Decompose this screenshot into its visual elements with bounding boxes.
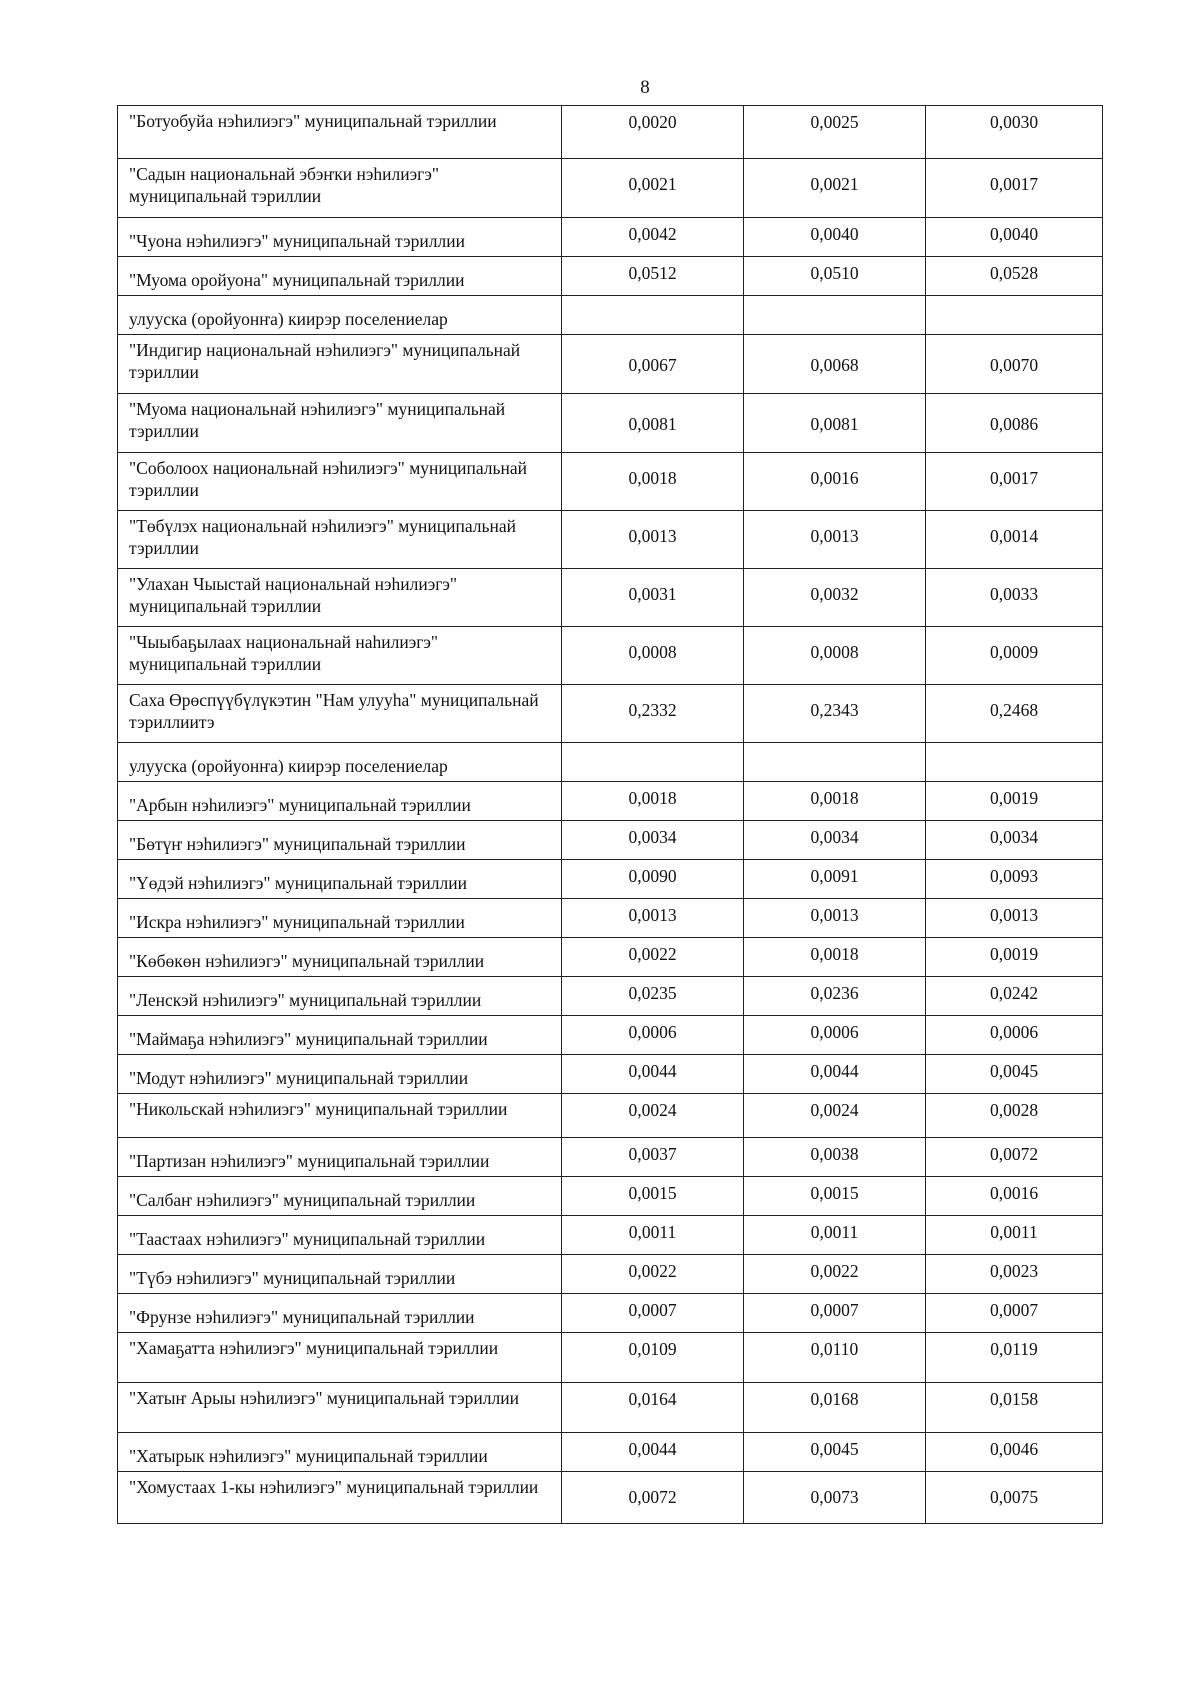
value-cell-2: 0,0021 xyxy=(744,159,926,218)
value-cell-2: 0,0008 xyxy=(744,627,926,685)
value-cell-1: 0,0024 xyxy=(562,1094,744,1138)
value-cell-2: 0,0007 xyxy=(744,1294,926,1333)
value-cell-2: 0,0236 xyxy=(744,977,926,1016)
value-cell-1: 0,0042 xyxy=(562,218,744,257)
value-cell-2: 0,0016 xyxy=(744,453,926,511)
value-cell-3: 0,0045 xyxy=(926,1055,1103,1094)
value-cell-3: 0,0016 xyxy=(926,1177,1103,1216)
value-cell-2: 0,0110 xyxy=(744,1333,926,1383)
value-cell-2: 0,0024 xyxy=(744,1094,926,1138)
municipality-name-cell: Саха Өрөспүүбүлүкэтин "Нам улууһа" муниципальнай тэриллиитэ xyxy=(118,685,562,743)
value-cell-1: 0,0013 xyxy=(562,899,744,938)
value-cell-1: 0,0011 xyxy=(562,1216,744,1255)
value-cell-1: 0,0235 xyxy=(562,977,744,1016)
table-row xyxy=(118,1433,1103,1472)
value-cell-3: 0,0242 xyxy=(926,977,1103,1016)
value-cell-1: 0,0015 xyxy=(562,1177,744,1216)
value-cell-1: 0,0031 xyxy=(562,569,744,627)
value-cell-3: 0,0093 xyxy=(926,860,1103,899)
table-row xyxy=(118,569,1103,627)
value-cell-1: 0,2332 xyxy=(562,685,744,743)
value-cell-2: 0,0011 xyxy=(744,1216,926,1255)
value-cell-1: 0,0044 xyxy=(562,1055,744,1094)
table-row xyxy=(118,1472,1103,1524)
table-row xyxy=(118,1255,1103,1294)
value-cell-2: 0,0018 xyxy=(744,938,926,977)
value-cell-1: 0,0007 xyxy=(562,1294,744,1333)
value-cell-3 xyxy=(926,743,1103,782)
municipality-name-cell: "Садын национальнай эбэҥки нэһилиэгэ" муниципальнай тэриллии xyxy=(118,159,562,218)
value-cell-2: 0,0018 xyxy=(744,782,926,821)
table-row xyxy=(118,1177,1103,1216)
table-row xyxy=(118,453,1103,511)
value-cell-2: 0,0013 xyxy=(744,899,926,938)
table-row xyxy=(118,821,1103,860)
value-cell-2: 0,0081 xyxy=(744,394,926,453)
value-cell-3: 0,0019 xyxy=(926,782,1103,821)
value-cell-2: 0,0510 xyxy=(744,257,926,296)
table-row xyxy=(118,899,1103,938)
municipality-name-cell: "Модут нэһилиэгэ" муниципальнай тэриллии xyxy=(118,1055,562,1094)
value-cell-2: 0,0006 xyxy=(744,1016,926,1055)
value-cell-2 xyxy=(744,743,926,782)
table-row xyxy=(118,394,1103,453)
value-cell-1: 0,0022 xyxy=(562,1255,744,1294)
value-cell-3: 0,0013 xyxy=(926,899,1103,938)
table-row xyxy=(118,218,1103,257)
value-cell-2: 0,0013 xyxy=(744,511,926,569)
value-cell-2 xyxy=(744,296,926,335)
value-cell-1: 0,0020 xyxy=(562,106,744,159)
value-cell-3: 0,0030 xyxy=(926,106,1103,159)
municipality-name-cell: "Хатырык нэһилиэгэ" муниципальнай тэриллии xyxy=(118,1433,562,1472)
value-cell-2: 0,0044 xyxy=(744,1055,926,1094)
table-row xyxy=(118,1333,1103,1383)
value-cell-1: 0,0034 xyxy=(562,821,744,860)
table-row xyxy=(118,1294,1103,1333)
value-cell-1: 0,0006 xyxy=(562,1016,744,1055)
value-cell-3: 0,0040 xyxy=(926,218,1103,257)
municipality-name-cell: "Таастаах нэһилиэгэ" муниципальнай тэриллии xyxy=(118,1216,562,1255)
municipality-name-cell: "Соболоох национальнай нэһилиэгэ" муниципальнай тэриллии xyxy=(118,453,562,511)
value-cell-3: 0,0119 xyxy=(926,1333,1103,1383)
table-row xyxy=(118,159,1103,218)
table-row xyxy=(118,106,1103,159)
municipality-name-cell: "Үөдэй нэһилиэгэ" муниципальнай тэриллии xyxy=(118,860,562,899)
table-row xyxy=(118,1016,1103,1055)
value-cell-2: 0,0040 xyxy=(744,218,926,257)
value-cell-1: 0,0022 xyxy=(562,938,744,977)
value-cell-1: 0,0018 xyxy=(562,453,744,511)
value-cell-3: 0,0007 xyxy=(926,1294,1103,1333)
municipality-name-cell: "Төбүлэх национальнай нэһилиэгэ" муниципальнай тэриллии xyxy=(118,511,562,569)
value-cell-1: 0,0037 xyxy=(562,1138,744,1177)
table-row xyxy=(118,511,1103,569)
value-cell-1: 0,0512 xyxy=(562,257,744,296)
value-cell-3: 0,0086 xyxy=(926,394,1103,453)
table-row xyxy=(118,335,1103,394)
municipality-name-cell: "Ленскэй нэһилиэгэ" муниципальнай тэриллии xyxy=(118,977,562,1016)
table-row xyxy=(118,1383,1103,1433)
value-cell-3: 0,0017 xyxy=(926,453,1103,511)
value-cell-1: 0,0008 xyxy=(562,627,744,685)
municipality-name-cell: "Маймаҕа нэһилиэгэ" муниципальнай тэриллии xyxy=(118,1016,562,1055)
value-cell-3: 0,0023 xyxy=(926,1255,1103,1294)
municipality-name-cell: "Муома национальнай нэһилиэгэ" муниципальнай тэриллии xyxy=(118,394,562,453)
value-cell-3: 0,0158 xyxy=(926,1383,1103,1433)
value-cell-3: 0,0034 xyxy=(926,821,1103,860)
value-cell-3: 0,0014 xyxy=(926,511,1103,569)
value-cell-1: 0,0044 xyxy=(562,1433,744,1472)
value-cell-3: 0,0017 xyxy=(926,159,1103,218)
table-row xyxy=(118,685,1103,743)
table-row xyxy=(118,627,1103,685)
table-row xyxy=(118,257,1103,296)
value-cell-1: 0,0018 xyxy=(562,782,744,821)
value-cell-3: 0,0009 xyxy=(926,627,1103,685)
value-cell-1: 0,0081 xyxy=(562,394,744,453)
table-row xyxy=(118,1138,1103,1177)
municipality-name-cell: "Көбөкөн нэһилиэгэ" муниципальнай тэриллии xyxy=(118,938,562,977)
value-cell-3: 0,0019 xyxy=(926,938,1103,977)
value-cell-2: 0,0034 xyxy=(744,821,926,860)
value-cell-3: 0,0006 xyxy=(926,1016,1103,1055)
value-cell-3 xyxy=(926,296,1103,335)
table-row xyxy=(118,743,1103,782)
value-cell-2: 0,0168 xyxy=(744,1383,926,1433)
municipality-name-cell: "Хамаҕатта нэһилиэгэ" муниципальнай тэриллии xyxy=(118,1333,562,1383)
municipality-name-cell: "Хатыҥ Арыы нэһилиэгэ" муниципальнай тэриллии xyxy=(118,1383,562,1433)
value-cell-3: 0,0072 xyxy=(926,1138,1103,1177)
value-cell-2: 0,0045 xyxy=(744,1433,926,1472)
value-cell-2: 0,0025 xyxy=(744,106,926,159)
table-row xyxy=(118,1055,1103,1094)
value-cell-2: 0,0068 xyxy=(744,335,926,394)
municipality-name-cell: "Арбын нэһилиэгэ" муниципальнай тэриллии xyxy=(118,782,562,821)
value-cell-2: 0,0015 xyxy=(744,1177,926,1216)
table-row xyxy=(118,977,1103,1016)
value-cell-3: 0,0028 xyxy=(926,1094,1103,1138)
municipality-name-cell: "Искра нэһилиэгэ" муниципальнай тэриллии xyxy=(118,899,562,938)
municipality-name-cell: "Индигир национальнай нэһилиэгэ" муниципальнай тэриллии xyxy=(118,335,562,394)
municipality-name-cell: "Ботуобуйа нэһилиэгэ" муниципальнай тэриллии xyxy=(118,106,562,159)
municipality-name-cell: "Муома оройуона" муниципальнай тэриллии xyxy=(118,257,562,296)
municipality-name-cell: "Никольскай нэһилиэгэ" муниципальнай тэриллии xyxy=(118,1094,562,1138)
municipality-name-cell: "Фрунзе нэһилиэгэ" муниципальнай тэриллии xyxy=(118,1294,562,1333)
municipality-name-cell: "Түбэ нэһилиэгэ" муниципальнай тэриллии xyxy=(118,1255,562,1294)
value-cell-3: 0,0011 xyxy=(926,1216,1103,1255)
value-cell-2: 0,0022 xyxy=(744,1255,926,1294)
municipality-name-cell: "Чыыбаҕылаах национальнай наһилиэгэ" муниципальнай тэриллии xyxy=(118,627,562,685)
table-body xyxy=(118,106,1103,1524)
data-table xyxy=(117,105,1103,1524)
value-cell-2: 0,0038 xyxy=(744,1138,926,1177)
value-cell-2: 0,0032 xyxy=(744,569,926,627)
value-cell-1: 0,0072 xyxy=(562,1472,744,1524)
municipality-name-cell: "Чуона нэһилиэгэ" муниципальнай тэриллии xyxy=(118,218,562,257)
municipality-name-cell: улууска (оройуонҥа) киирэр поселениелар xyxy=(118,296,562,335)
value-cell-3: 0,0033 xyxy=(926,569,1103,627)
value-cell-1: 0,0090 xyxy=(562,860,744,899)
value-cell-3: 0,0075 xyxy=(926,1472,1103,1524)
value-cell-1 xyxy=(562,296,744,335)
value-cell-3: 0,0046 xyxy=(926,1433,1103,1472)
value-cell-2: 0,2343 xyxy=(744,685,926,743)
value-cell-3: 0,0528 xyxy=(926,257,1103,296)
value-cell-1: 0,0021 xyxy=(562,159,744,218)
municipality-name-cell: "Улахан Чыыстай национальнай нэһилиэгэ" муниципальнай тэриллии xyxy=(118,569,562,627)
value-cell-1: 0,0109 xyxy=(562,1333,744,1383)
value-cell-1: 0,0067 xyxy=(562,335,744,394)
municipality-name-cell: "Хомустаах 1-кы нэһилиэгэ" муниципальнай тэриллии xyxy=(118,1472,562,1524)
table-row xyxy=(118,782,1103,821)
municipality-name-cell: улууска (оройуонҥа) киирэр поселениелар xyxy=(118,743,562,782)
value-cell-1: 0,0013 xyxy=(562,511,744,569)
value-cell-2: 0,0091 xyxy=(744,860,926,899)
table-row xyxy=(118,296,1103,335)
table-row xyxy=(118,938,1103,977)
value-cell-1 xyxy=(562,743,744,782)
value-cell-3: 0,2468 xyxy=(926,685,1103,743)
table-row xyxy=(118,1216,1103,1255)
page-number: 8 xyxy=(640,77,650,98)
table-row xyxy=(118,860,1103,899)
table-row xyxy=(118,1094,1103,1138)
value-cell-1: 0,0164 xyxy=(562,1383,744,1433)
municipality-name-cell: "Бөтүҥ нэһилиэгэ" муниципальнай тэриллии xyxy=(118,821,562,860)
value-cell-2: 0,0073 xyxy=(744,1472,926,1524)
municipality-name-cell: "Салбаҥ нэһилиэгэ" муниципальнай тэриллии xyxy=(118,1177,562,1216)
value-cell-3: 0,0070 xyxy=(926,335,1103,394)
municipality-name-cell: "Партизан нэһилиэгэ" муниципальнай тэриллии xyxy=(118,1138,562,1177)
